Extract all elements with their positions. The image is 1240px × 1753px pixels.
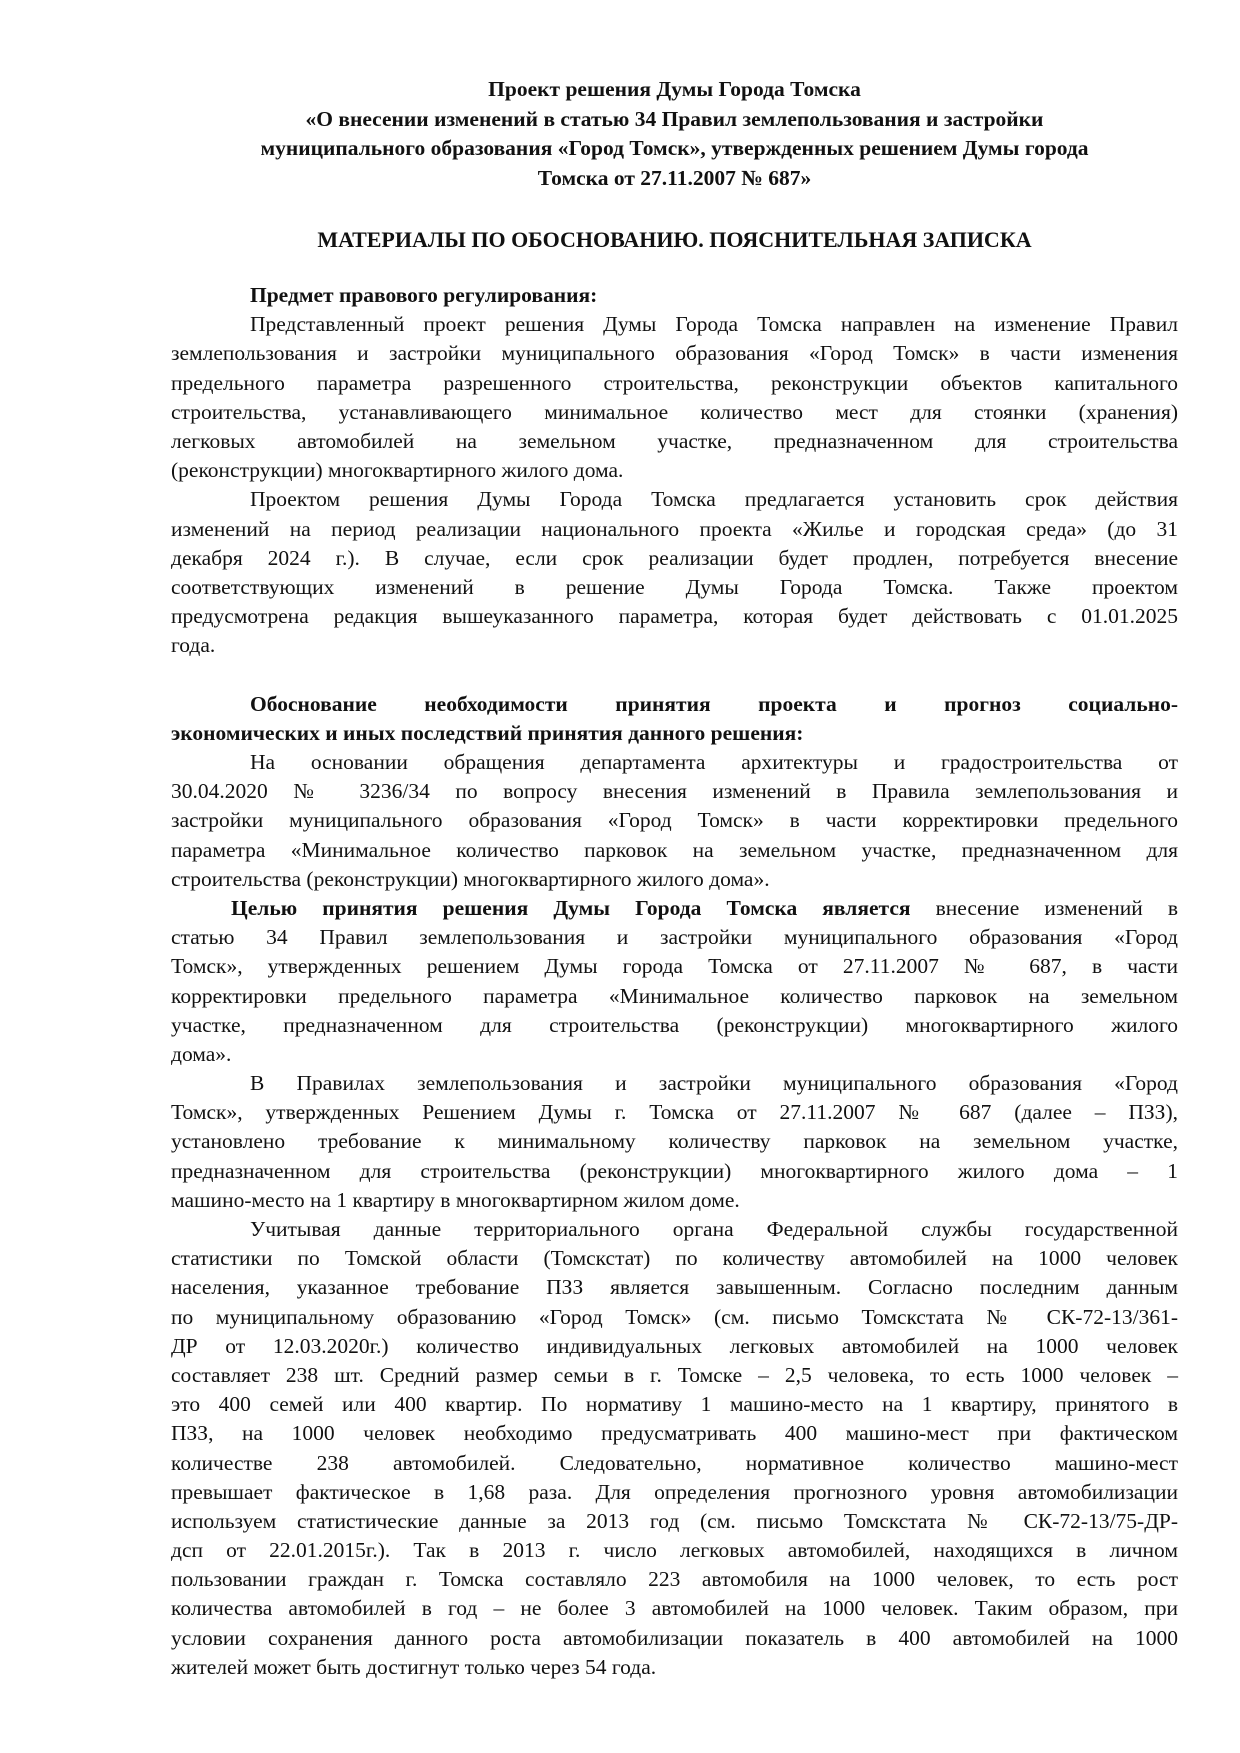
- document-body: [171, 281, 1178, 1682]
- text-line: декабря 2024 г.). В случае, если срок реализации будет продлен, потребуется внесение: [171, 545, 1178, 570]
- text-line: Представленный проект решения Думы Города Томска направлен на изменение Правил: [250, 312, 1178, 337]
- text-line: населения, указанное требование ПЗЗ является завышенным. Согласно последним данным: [171, 1275, 1178, 1300]
- goal-text: внесение изменений в: [910, 895, 1178, 920]
- text-line: количестве 238 автомобилей. Следовательно, нормативное количество машино-мест: [171, 1450, 1178, 1475]
- title-line: Томска от 27.11.2007 № 687»: [537, 165, 812, 190]
- text-line: Томск», утвержденных решением Думы города Томска от 27.11.2007 № 687, в части: [171, 954, 1178, 979]
- text-line: участке, предназначенном для строительства (реконструкции) многоквартирного жилого: [171, 1012, 1178, 1037]
- text-line: Учитывая данные территориального органа Федеральной службы государственной: [250, 1217, 1178, 1241]
- text-line: пользовании граждан г. Томска составляло 223 автомобиля на 1000 человек, то есть рост: [171, 1567, 1178, 1592]
- document-title: [171, 75, 1178, 193]
- text-line: это 400 семей или 400 квартир. По нормативу 1 машино-место на 1 квартиру, принятого в: [171, 1392, 1178, 1417]
- section-heading-subject: Предмет правового регулирования:: [250, 283, 598, 307]
- text-line: застройки муниципального образования «Город Томск» в части корректировки предельного: [171, 808, 1178, 833]
- text-line: (реконструкции) многоквартирного жилого дома.: [171, 458, 624, 483]
- paragraph-basis: [171, 748, 1178, 894]
- blank-line: [171, 660, 1178, 689]
- text-line: 30.04.2020 № 3236/34 по вопросу внесения изменений в Правила землепользования и: [171, 779, 1178, 804]
- text-line: корректировки предельного параметра «Минимальное количество парковок на земельном: [171, 983, 1178, 1008]
- text-line: предусмотрена редакция вышеуказанного параметра, которая будет действовать с 01.01.2025: [171, 604, 1178, 629]
- paragraph-subject: [171, 310, 1178, 485]
- text-line: жителей может быть достигнут только через 54 года.: [171, 1654, 657, 1679]
- text-line: Томск», утвержденных Решением Думы г. Томска от 27.11.2007 № 687 (далее – ПЗЗ),: [171, 1100, 1178, 1125]
- title-line: Проект решения Думы Города Томска: [488, 77, 861, 101]
- text-line: ПЗЗ, на 1000 человек необходимо предусматривать 400 машино-мест при фактическом: [171, 1421, 1178, 1446]
- section-heading-justification: экономических и иных последствий принятия данного решения:: [171, 720, 804, 745]
- text-line: дома».: [171, 1041, 232, 1066]
- document-heading: МАТЕРИАЛЫ ПО ОБОСНОВАНИЮ. ПОЯСНИТЕЛЬНАЯ ЗАПИСКА: [317, 227, 1032, 252]
- text-line: условии сохранения данного роста автомобилизации показатель в 400 автомобилей на 1000: [171, 1625, 1178, 1650]
- section-heading-justification: Обоснование необходимости принятия проекта и прогноз социально-: [250, 691, 1178, 716]
- text-line: предназначенном для строительства (реконструкции) многоквартирного жилого дома – 1: [171, 1158, 1178, 1183]
- paragraph-goal-first-line: [171, 894, 1178, 923]
- text-line: В Правилах землепользования и застройки муниципального образования «Город: [250, 1071, 1178, 1096]
- text-line: статистики по Томской области (Томскстат) по количеству автомобилей на 1000 человек: [171, 1246, 1178, 1271]
- text-line: используем статистические данные за 2013 год (см. письмо Томскстата № СК-72-13/75-ДР-: [171, 1508, 1178, 1533]
- text-line: параметра «Минимальное количество парковок на земельном участке, предназначенном для: [171, 837, 1178, 862]
- text-line: дсп от 22.01.2015г.). Так в 2013 г. число легковых автомобилей, находящихся в личном: [171, 1538, 1178, 1563]
- text-line: На основании обращения департамента архитектуры и градостроительства от: [250, 750, 1178, 774]
- text-line: по муниципальному образованию «Город Томск» (см. письмо Томскстата № СК-72-13/361-: [171, 1304, 1178, 1329]
- text-line: количества автомобилей в год – не более 3 автомобилей на 1000 человек. Таким образом, при: [171, 1596, 1178, 1621]
- title-line: «О внесении изменений в статью 34 Правил землепользования и застройки: [305, 106, 1044, 131]
- text-line: составляет 238 шт. Средний размер семьи в г. Томске – 2,5 человека, то есть 1000 человек –: [171, 1362, 1178, 1387]
- paragraph-statistics: [171, 1215, 1178, 1682]
- text-line: ДР от 12.03.2020г.) количество индивидуальных легковых автомобилей на 1000 человек: [171, 1333, 1178, 1358]
- text-line: Проектом решения Думы Города Томска предлагается установить срок действия: [250, 487, 1178, 512]
- text-line: строительства (реконструкции) многоквартирного жилого дома».: [171, 866, 770, 891]
- text-line: землепользования и застройки муниципального образования «Город Томск» в части изменения: [171, 341, 1178, 366]
- paragraph-validity: [171, 485, 1178, 660]
- goal-bold-text: Целью принятия решения Думы Города Томска является: [231, 895, 911, 920]
- text-line: года.: [171, 633, 216, 658]
- title-line: муниципального образования «Город Томск», утвержденных решением Думы города: [260, 136, 1089, 160]
- paragraph-rules: [171, 1069, 1178, 1215]
- text-line: соответствующих изменений в решение Думы Города Томска. Также проектом: [171, 574, 1178, 599]
- text-line: превышает фактическое в 1,68 раза. Для определения прогнозного уровня автомобилизации: [171, 1479, 1178, 1504]
- text-line: машино-место на 1 квартиру в многоквартирном жилом доме.: [171, 1187, 740, 1212]
- text-line: строительства, устанавливающего минимальное количество мест для стоянки (хранения): [171, 399, 1178, 424]
- text-line: статью 34 Правил землепользования и застройки муниципального образования «Город: [171, 925, 1178, 950]
- paragraph-goal: [171, 923, 1178, 1069]
- text-line: изменений на период реализации национального проекта «Жилье и городская среда» (до 31: [171, 516, 1178, 541]
- text-line: легковых автомобилей на земельном участке, предназначенном для строительства: [171, 428, 1178, 453]
- text-line: установлено требование к минимальному количеству парковок на земельном участке,: [171, 1129, 1178, 1154]
- text-line: предельного параметра разрешенного строительства, реконструкции объектов капитального: [171, 370, 1178, 395]
